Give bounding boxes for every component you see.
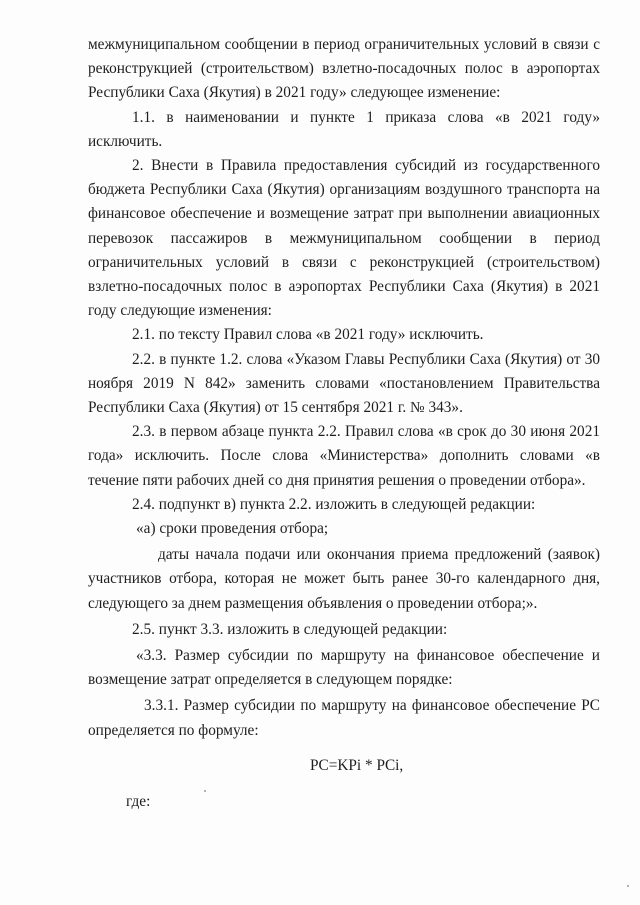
formula: PC=KPi * PCi,	[310, 756, 404, 774]
scan-speck	[627, 885, 629, 887]
paragraph-2-2: 2.2. в пункте 1.2. слова «Указом Главы Республики Саха (Якутия) от 30 ноября 2019 N 842» заменить словами «постановлением Правительства Республики Саха (Якутия) от 15 сентября 2021 г. № 343».	[88, 350, 600, 417]
paragraph-3-3-1: 3.3.1. Размер субсидии по маршруту на финансовое обеспечение PC определяется по формуле:	[88, 697, 600, 739]
paragraph-2-5: 2.5. пункт 3.3. изложить в следующей редакции:	[132, 620, 448, 638]
paragraph-3-3: «3.3. Размер субсидии по маршруту на финансовое обеспечение и возмещение затрат определяется в следующем порядке:	[88, 647, 600, 689]
paragraph-intro-continuation: межмуниципальном сообщении в период ограничительных условий в связи с реконструкцией (строительством) взлетно-посадочных полос в аэропортах Республики Саха (Якутия) в 2021 году» следующее изменение:	[88, 36, 600, 102]
paragraph-2-4: 2.4. подпункт в) пункта 2.2. изложить в следующей редакции:	[132, 495, 536, 513]
paragraph-2: 2. Внести в Правила предоставления субсидий из государственного бюджета Республики Саха (Якутия) организациям воздушного транспорта на финансовое обеспечение и возмещение затрат при выполнении авиационных перевозок пассажиров в межмуниципальном сообщении в период ограничительных условий в связи с реконструкцией (строительством) взлетно-посадочных полос в аэропортах Республики Саха (Якутия) в 2021 году следующие изменения:	[88, 157, 600, 320]
document-body	[88, 33, 600, 814]
paragraph-1-1: 1.1. в наименовании и пункте 1 приказа слова «в 2021 году» исключить.	[88, 108, 600, 150]
paragraph-2-3: 2.3. в первом абзаце пункта 2.2. Правил слова «в срок до 30 июня 2021 года» исключить. После слова «Министерства» дополнить словами «в течение пяти рабочих дней со дня принятия решения о проведении отбора».	[88, 423, 600, 489]
scan-speck	[204, 790, 206, 792]
paragraph-dates: даты начала подачи или окончания приема предложений (заявок) участников отбора, которая не может быть ранее 30-го календарного дня, следующего за днем размещения объявления о проведении отбора;».	[88, 546, 600, 612]
paragraph-2-1: 2.1. по тексту Правил слова «в 2021 году» исключить.	[132, 326, 484, 344]
paragraph-subitem-a: «а) сроки проведения отбора;	[136, 520, 329, 538]
where-label: где:	[126, 793, 151, 811]
